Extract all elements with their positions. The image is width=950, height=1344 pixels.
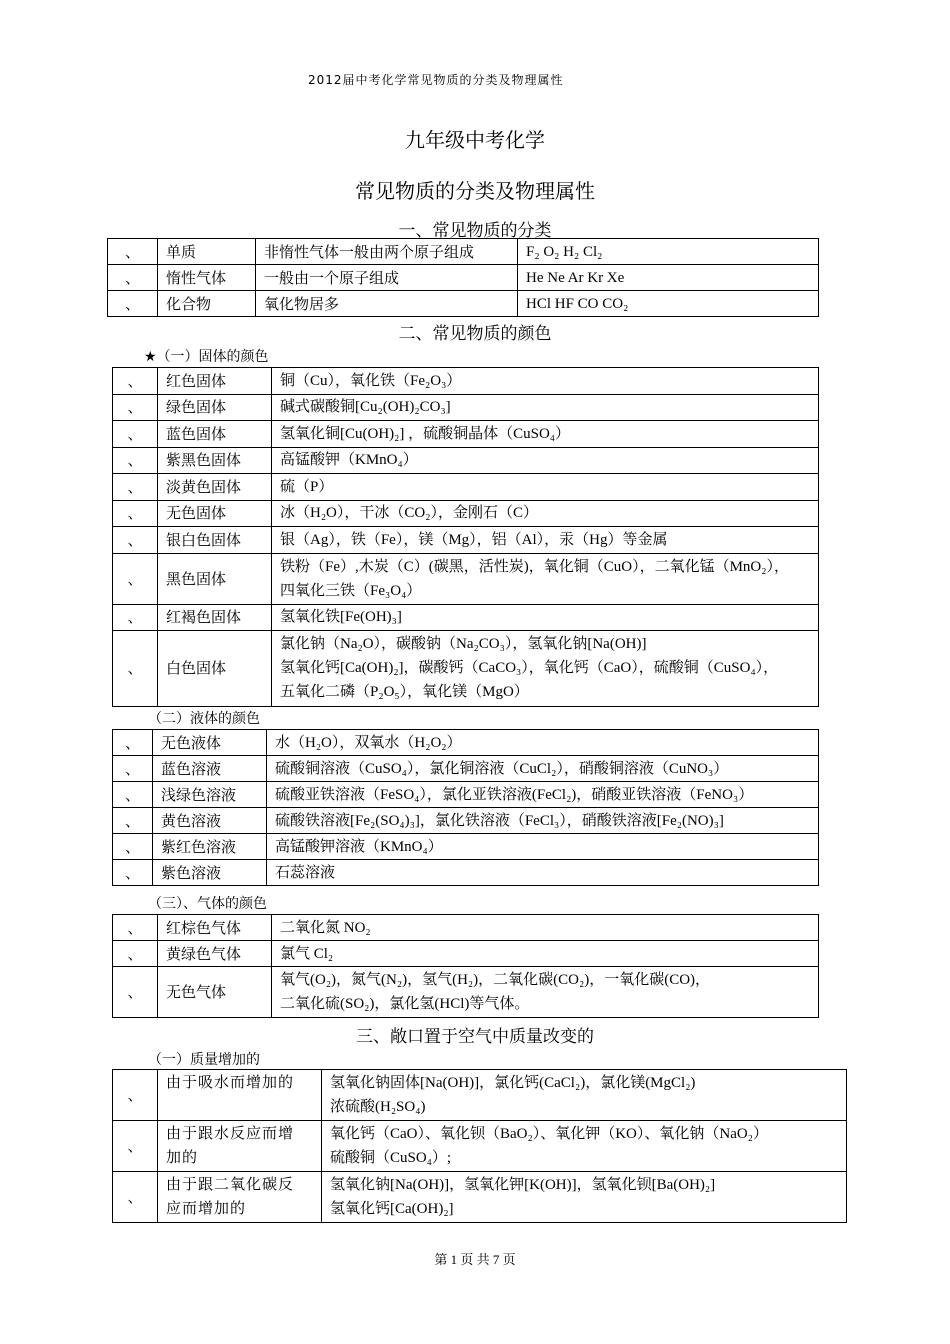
solid-substance-line: 氢氧化铜[Cu(OH)₂] ，硫酸铜晶体（CuSO₄） [280,425,571,442]
solid-row [113,447,819,474]
liquid-row [113,756,819,782]
row-marker: 、 [113,1172,158,1223]
liquid-substance-line: 水（H₂O），双氧水（H₂O₂） [275,734,462,751]
gas-substance-line: 二氧化硫(SO₂)，氯化氢(HCl)等气体。 [280,996,530,1012]
solid-name: 银白色固体 [158,527,272,554]
solid-substances [272,421,819,448]
row-marker: 、 [113,631,158,707]
solid-name: 白色固体 [158,631,272,707]
solid-name: 红色固体 [158,368,272,395]
solid-substance-line: 五氧化二磷（P₂O₅），氧化镁（MgO） [280,684,529,700]
classification-row [108,291,819,317]
classification-table [107,238,819,317]
row-marker: 、 [113,421,158,448]
gas-substance-line: 氧气(O₂)，氮气(N₂)，氢气(H₂)，二氧化碳(CO₂)，一氧化碳(CO)， [280,972,711,988]
mass-row [113,1070,847,1121]
liquid-substances [267,860,819,886]
solid-substance-line: 冰（H₂O），干冰（CO₂），金刚石（C） [280,505,538,522]
liquid-row [113,730,819,756]
solid-substance-line: 银（Ag），铁（Fe），镁（Mg），铝（Al），汞（Hg）等金属 [280,531,668,548]
class-examples: HCl HF CO CO₂ [518,291,819,317]
mass-substance-line: 氢氧化钠固体[Na(OH)]，氯化钙(CaCl₂)，氯化镁(MgCl₂) [330,1075,696,1091]
solid-substances [272,631,819,707]
liquid-substance-line: 高锰酸钾溶液（KMnO₄） [275,838,443,855]
solid-substances [272,394,819,421]
row-marker: 、 [113,808,153,834]
gas-substances [272,967,819,1018]
row-marker: 、 [113,500,158,527]
gas-row [113,915,819,941]
liquid-substances [267,834,819,860]
class-description: 氧化物居多 [256,291,518,317]
row-marker: 、 [108,291,158,317]
mass-row [113,1172,847,1223]
liquid-row [113,808,819,834]
liquid-substance-line: 石蕊溶液 [275,864,336,881]
mass-name-line: 由于跟水反应而增 [166,1124,295,1142]
gas-name: 黄绿色气体 [158,941,272,967]
class-description: 一般由一个原子组成 [256,265,518,291]
solid-name: 紫黑色固体 [158,447,272,474]
gas-row [113,941,819,967]
solid-substance-line: 碱式碳酸铜[Cu₂(OH)₂CO₃] [280,399,451,416]
gas-name: 无色气体 [158,967,272,1018]
gas-name: 红棕色气体 [158,915,272,941]
mass-name-line: 加的 [166,1148,199,1166]
gas-colors-table [112,914,819,1018]
solid-substances [272,527,819,554]
mass-name [158,1121,322,1172]
mass-name [158,1172,322,1223]
solid-substances [272,500,819,527]
liquid-substance-line: 硫酸亚铁溶液（FeSO₄），氯化亚铁溶液(FeCl₂)，硝酸亚铁溶液（FeNO₃） [275,786,754,803]
page-footer: 第 1 页 共 7 页 [434,1252,516,1267]
solid-name: 蓝色固体 [158,421,272,448]
row-marker: 、 [113,967,158,1018]
row-marker: 、 [113,941,158,967]
row-marker: 、 [113,1070,158,1121]
solid-row [113,553,819,604]
liquid-substances [267,782,819,808]
mass-name-line: 由于吸水而增加的 [166,1073,295,1091]
solid-row [113,527,819,554]
classification-row [108,239,819,265]
mass-substance-line: 氢氧化钙[Ca(OH)₂] [330,1201,454,1217]
classification-row [108,265,819,291]
solid-substance-line: 铁粉（Fe）,木炭（C）(碳黑，活性炭)，氧化铜（CuO），二氧化锰（MnO₂）， [280,558,789,575]
gas-substance-line: 二氧化氮 NO₂ [280,919,371,936]
row-marker: 、 [113,394,158,421]
liquid-substance-line: 硫酸铜溶液（CuSO₄），氯化铜溶液（CuCl₂），硝酸铜溶液（CuNO₃） [275,760,729,777]
solid-substances [272,553,819,604]
class-description: 非惰性气体一般由两个原子组成 [256,239,518,265]
row-marker: 、 [108,239,158,265]
row-marker: 、 [113,1121,158,1172]
page-title: 九年级中考化学 [405,128,545,152]
mass-increase-table [112,1069,847,1223]
gas-substances [272,915,819,941]
solid-name: 无色固体 [158,500,272,527]
solid-substance-line: 四氧化三铁（Fe₃O₄） [280,582,422,599]
liquid-row [113,782,819,808]
row-marker: 、 [113,834,153,860]
solid-name: 红褐色固体 [158,604,272,631]
mass-row [113,1121,847,1172]
row-marker: 、 [113,368,158,395]
liquid-substances [267,808,819,834]
solid-substances [272,604,819,631]
mass-substances [322,1172,847,1223]
class-name: 单质 [158,239,256,265]
liquid-substances [267,730,819,756]
mass-substances [322,1121,847,1172]
mass-substance-line: 氧化钙（CaO）、氧化钡（BaO₂）、氧化钾（KO）、氧化钠（NaO₂） [330,1126,768,1142]
solid-name: 淡黄色固体 [158,474,272,501]
solid-row [113,368,819,395]
solid-substance-line: 氯化钠（Na₂O），碳酸钠（Na₂CO₃），氢氧化钠[Na(OH)] [280,636,647,652]
page-header: 2012届中考化学常见物质的分类及物理属性 [308,73,564,87]
solid-substance-line: 氢氧化铁[Fe(OH)₃] [280,609,402,626]
solid-row [113,631,819,707]
liquid-row [113,860,819,886]
gas-substance-line: 氯气 Cl₂ [280,945,334,962]
row-marker: 、 [113,782,153,808]
liquid-name: 紫红色溶液 [153,834,267,860]
section-colors-heading: 二、常见物质的颜色 [398,324,552,344]
liquid-colors-table [112,729,819,886]
solid-substance-line: 硫（P） [280,478,334,495]
solid-colors-table [112,367,819,707]
row-marker: 、 [113,447,158,474]
solid-substance-line: 高锰酸钾（KMnO₄） [280,452,418,469]
liquid-substance-line: 硫酸铁溶液[Fe₂(SO₄)₃]，氯化铁溶液（FeCl₃），硝酸铁溶液[Fe₂(NO)₃] [275,812,724,829]
gas-substances [272,941,819,967]
liquid-substances [267,756,819,782]
liquid-name: 浅绿色溶液 [153,782,267,808]
mass-increase-heading: （一）质量增加的 [148,1052,260,1068]
row-marker: 、 [108,265,158,291]
row-marker: 、 [113,604,158,631]
class-examples: F₂ O₂ H₂ Cl₂ [518,239,819,265]
gas-row [113,967,819,1018]
solid-substances [272,368,819,395]
row-marker: 、 [113,527,158,554]
solid-name: 绿色固体 [158,394,272,421]
gas-colors-heading: （三）、气体的颜色 [148,896,267,912]
mass-name-line: 由于跟二氧化碳反 [166,1175,295,1193]
liquid-name: 紫色溶液 [153,860,267,886]
row-marker: 、 [113,474,158,501]
liquid-name: 蓝色溶液 [153,756,267,782]
row-marker: 、 [113,553,158,604]
solid-row [113,421,819,448]
liquid-row [113,834,819,860]
solid-substances [272,474,819,501]
row-marker: 、 [113,756,153,782]
class-name: 惰性气体 [158,265,256,291]
mass-name-line: 应而增加的 [166,1199,247,1217]
solid-row [113,394,819,421]
solid-row [113,500,819,527]
row-marker: 、 [113,860,153,886]
mass-substance-line: 氢氧化钠[Na(OH)]，氢氧化钾[K(OH)]，氢氧化钡[Ba(OH)₂] [330,1177,716,1193]
solid-substance-line: 铜（Cu），氧化铁（Fe₂O₃） [280,372,462,389]
section-classification-heading: 一、常见物质的分类 [398,221,552,241]
liquid-name: 黄色溶液 [153,808,267,834]
class-name: 化合物 [158,291,256,317]
solid-row [113,604,819,631]
solid-row [113,474,819,501]
row-marker: 、 [113,915,158,941]
mass-substance-line: 浓硫酸(H₂SO₄) [330,1099,426,1115]
page-subtitle: 常见物质的分类及物理属性 [355,179,595,203]
class-examples: He Ne Ar Kr Xe [518,265,819,291]
solid-name: 黑色固体 [158,553,272,604]
mass-substances [322,1070,847,1121]
solid-substances [272,447,819,474]
solid-substance-line: 氢氧化钙[Ca(OH)₂]，碳酸钙（CaCO₃），氧化钙（CaO），硫酸铜（CuSO₄）， [280,660,779,676]
liquid-name: 无色液体 [153,730,267,756]
row-marker: 、 [113,730,153,756]
liquid-colors-heading: （二）液体的颜色 [148,711,260,727]
section-mass-heading: 三、敞口置于空气中质量改变的 [356,1027,594,1047]
mass-substance-line: 硫酸铜（CuSO₄）; [330,1150,452,1166]
solid-colors-heading: ★（一）固体的颜色 [144,349,269,365]
mass-name [158,1070,322,1121]
